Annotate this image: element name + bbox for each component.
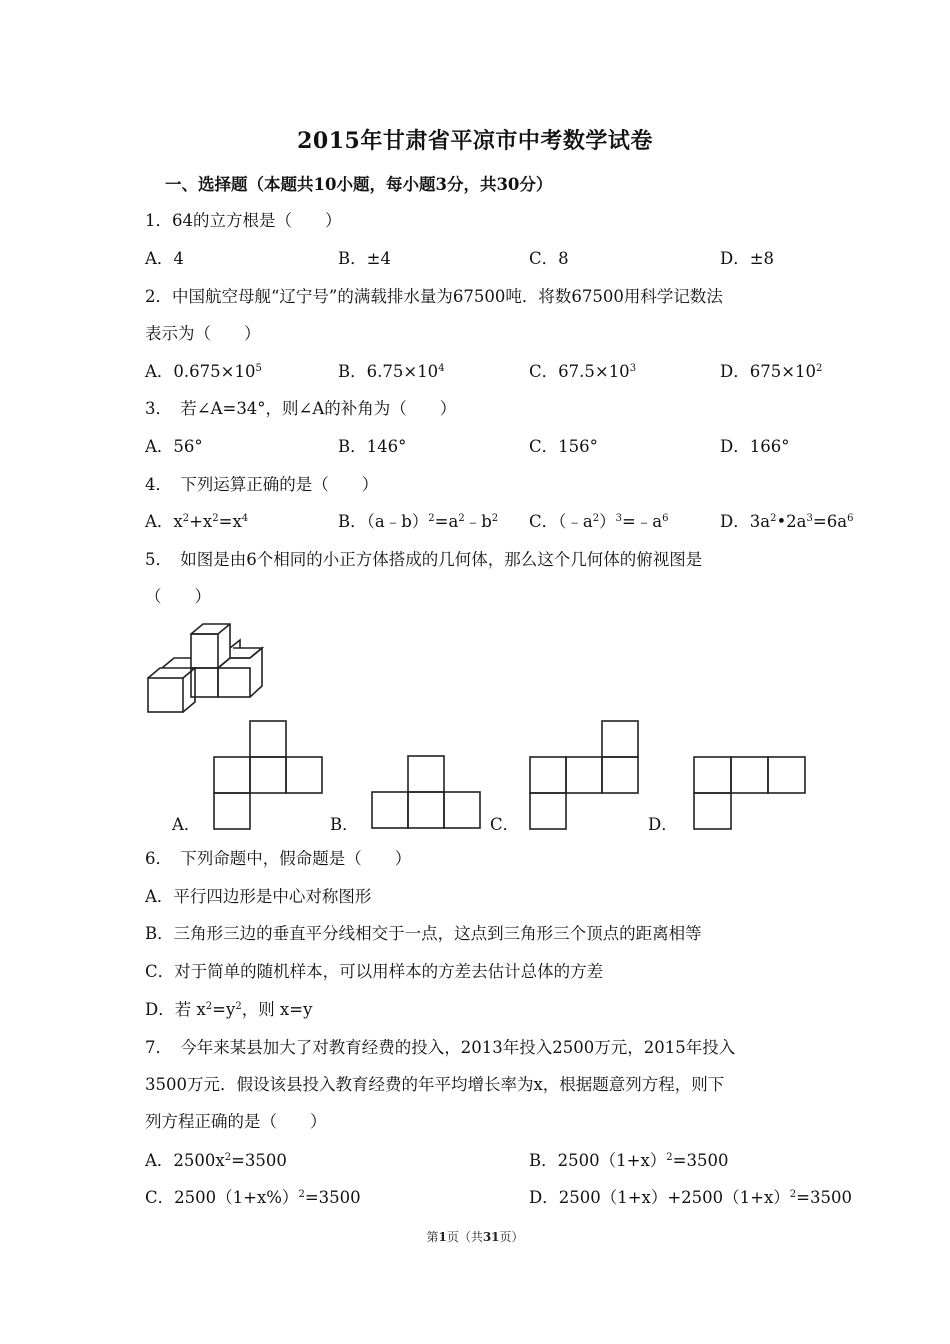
option-d-grid [694, 757, 805, 829]
q2-option-c: C．$67.5\times 10^3$ [529, 362, 637, 381]
q6-option-b: B．三角形三边的垂直平分线相交于一点，这点到三角形三个顶点的距离相等 [145, 924, 702, 943]
question-4-stem: 4． 下列运算正确的是（ ） [145, 475, 379, 494]
q5-label-c: C． [490, 815, 520, 834]
question-3-stem: 3． 若∠A=34°，则∠A的补角为（ ） [145, 399, 457, 418]
q5-label-d: D． [648, 815, 678, 834]
question-1-stem: 1．64的立方根是（ ） [145, 211, 342, 230]
q3-option-d: D．166° [720, 437, 790, 456]
q6-option-c: C．对于简单的随机样本，可以用样本的方差去估计总体的方差 [145, 962, 604, 981]
q3-option-c: C．156° [529, 437, 598, 456]
cube-stack-figure [148, 624, 262, 712]
question-2-stem-line2: 表示为（ ） [145, 324, 261, 343]
q4-option-a: A．$x^2+x^2=x^4$ [145, 512, 249, 531]
q7-option-a: A．$2500x^2=3500$ [145, 1151, 287, 1170]
page-footer: 第1页（共31页） [426, 1230, 524, 1244]
option-c-grid [530, 721, 638, 829]
q2-option-b: B．$6.75\times 10^4$ [338, 362, 445, 381]
question-7-stem-line1: 7． 今年来某县加大了对教育经费的投入，2013年投入2500万元，2015年投入 [145, 1038, 736, 1057]
q5-label-b: B． [330, 815, 359, 834]
q4-option-c: C．$(﹣a^2)^3=﹣a^6$ [529, 512, 669, 531]
q4-option-d: D．$3a^2•2a^3=6a^6$ [720, 512, 854, 531]
section-heading: 一、选择题（本题共10小题，每小题3分，共30分） [165, 175, 553, 194]
question-5-stem: 5． 如图是由6个相同的小正方体搭成的几何体，那么这个几何体的俯视图是 [145, 550, 703, 569]
question-6-stem: 6． 下列命题中，假命题是（ ） [145, 849, 412, 868]
q2-option-d: D．$675\times 10^2$ [720, 362, 823, 381]
q3-option-b: B．146° [338, 437, 407, 456]
question-2-stem-line1: 2．中国航空母舰“辽宁号”的满载排水量为67500吨．将数67500用科学记数法 [145, 287, 723, 306]
q3-option-a: A．56° [145, 437, 203, 456]
q7-option-c: C．$2500(1+x\%)^2=3500$ [145, 1188, 361, 1207]
option-b-grid [372, 756, 480, 828]
q1-option-b: B．±4 [338, 249, 391, 268]
question-7-stem-line3: 列方程正确的是（ ） [145, 1112, 327, 1131]
q7-option-b: B．$2500(1+x)^2=3500$ [529, 1151, 729, 1170]
q1-option-d: D．±8 [720, 249, 775, 268]
page-title: 2015年甘肃省平凉市中考数学试卷 [297, 128, 653, 154]
q6-option-d: D．若 $x^2=y^2$，则 x=y [145, 1000, 313, 1019]
option-a-grid [214, 721, 322, 829]
q7-option-d: D．$2500(1+x)+2500(1+x)^2=3500$ [529, 1188, 852, 1207]
q2-option-a: A．$0.675\times 10^5$ [145, 362, 262, 381]
question-7-stem-line2: 3500万元．假设该县投入教育经费的年平均增长率为x，根据题意列方程，则下 [145, 1075, 725, 1094]
q4-option-b: B．$(a﹣b)^2=a^2﹣b^2$ [338, 512, 499, 531]
q1-option-a: A．4 [145, 249, 184, 268]
q5-label-a: A． [172, 815, 201, 834]
question-5-paren: （ ） [145, 587, 211, 606]
q6-option-a: A．平行四边形是中心对称图形 [145, 887, 372, 906]
q1-option-c: C．8 [529, 249, 569, 268]
